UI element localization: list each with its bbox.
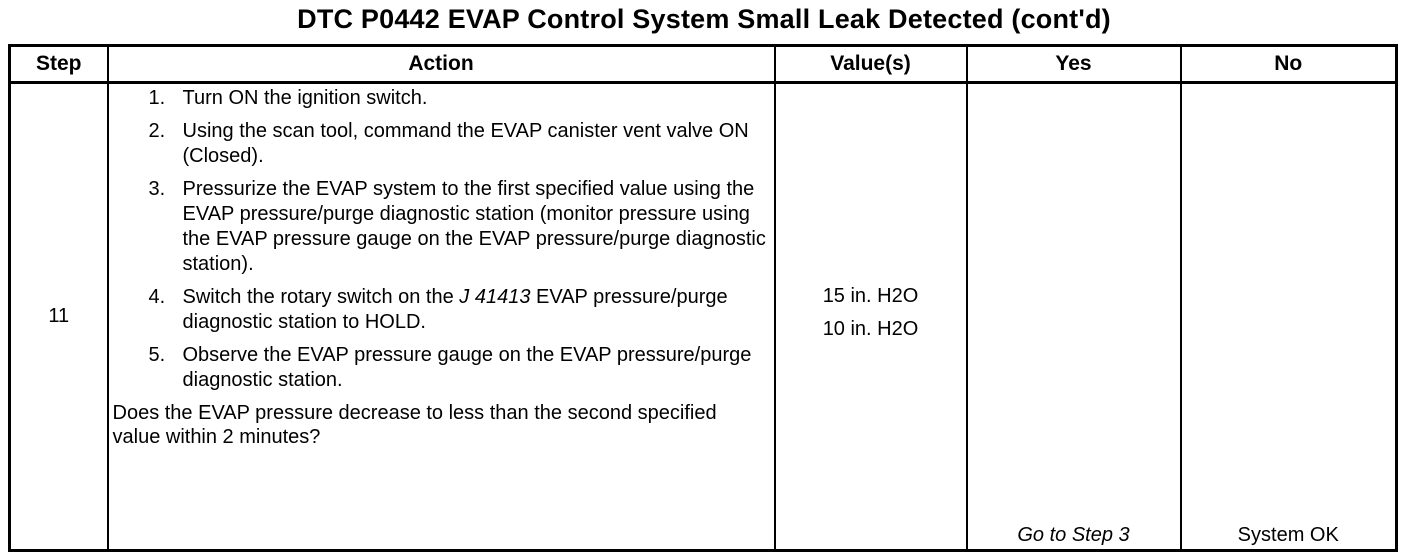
tool-number: J 41413	[459, 286, 531, 308]
action-step-text-after: EVAP pressure/purge diagnostic station to HOLD.	[182, 286, 728, 333]
action-step	[113, 86, 770, 111]
no-result: System OK	[1237, 524, 1339, 546]
action-step-text: Pressurize the EVAP system to the first specified value using the EVAP pressure/purge diagnostic station (monitor pressure using the EVAP pressure gauge on the EVAP pressure/purge diagnostic station).	[182, 178, 766, 275]
values-cell	[775, 83, 967, 551]
action-step-number: 5.	[148, 344, 166, 366]
action-step	[113, 177, 770, 277]
action-step	[113, 343, 770, 393]
header-values: Value(s)	[775, 46, 967, 83]
action-cell	[108, 83, 775, 551]
action-step-text: Turn ON the ignition switch.	[182, 87, 428, 109]
value-first: 15 in. H2O	[822, 285, 919, 307]
action-step-text: Using the scan tool, command the EVAP canister vent valve ON (Closed).	[182, 120, 749, 167]
step-number: 11	[10, 83, 108, 551]
page-title: DTC P0442 EVAP Control System Small Leak Detected (cont'd)	[297, 4, 1111, 34]
table-header-row	[10, 46, 1397, 83]
yes-cell	[967, 83, 1181, 551]
no-cell	[1181, 83, 1397, 551]
action-step-number: 3.	[148, 178, 166, 200]
header-step: Step	[10, 46, 108, 83]
header-action: Action	[108, 46, 775, 83]
action-step-text-before: Switch the rotary switch on the	[182, 286, 460, 308]
diagnostic-table	[8, 44, 1398, 552]
action-step-number: 4.	[148, 286, 166, 308]
value-second: 10 in. H2O	[822, 318, 919, 340]
table-row	[10, 83, 1397, 551]
yes-result: Go to Step 3	[1017, 524, 1130, 546]
action-step	[113, 285, 770, 335]
action-step-text: Observe the EVAP pressure gauge on the EVAP pressure/purge diagnostic station.	[182, 344, 752, 391]
action-step-number: 2.	[148, 120, 166, 142]
action-steps-list	[113, 86, 770, 393]
action-step-number: 1.	[148, 87, 166, 109]
action-step	[113, 119, 770, 169]
action-question: Does the EVAP pressure decrease to less than the second specified value within 2 minutes?	[112, 402, 717, 448]
header-no: No	[1181, 46, 1397, 83]
header-yes: Yes	[967, 46, 1181, 83]
